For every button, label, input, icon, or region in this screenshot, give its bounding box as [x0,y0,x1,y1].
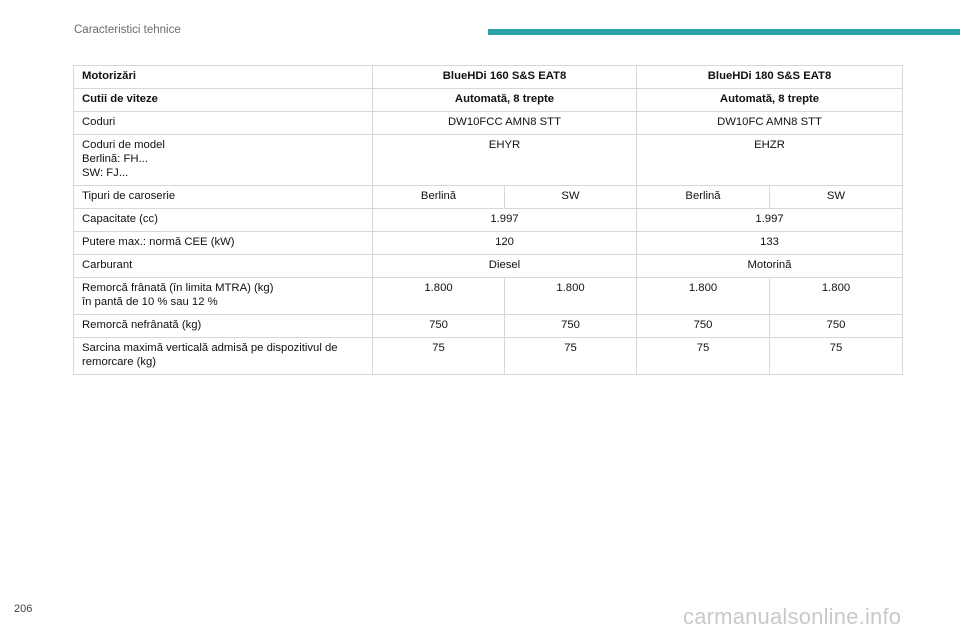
table-row-fuel [74,255,903,278]
row-label: Cutii de viteze [74,89,373,112]
header-accent-bar [488,29,960,35]
engine-2-power: 133 [637,232,903,255]
engine-2-gearbox: Automată, 8 trepte [637,89,903,112]
row-label: Carburant [74,255,373,278]
engine-1-header: BlueHDi 160 S&S EAT8 [373,66,637,89]
page-number: 206 [14,603,33,615]
table-cell: 1.800 [770,278,903,315]
table-row-braked-trailer [74,278,903,315]
table-row-capacity [74,209,903,232]
engine-1-capacity: 1.997 [373,209,637,232]
table-row-towbar-load [74,338,903,375]
table-cell: 75 [637,338,770,375]
row-label: Coduri de model Berlină: FH... SW: FJ... [74,135,373,186]
table-cell: 750 [637,315,770,338]
engine-2-header: BlueHDi 180 S&S EAT8 [637,66,903,89]
table-cell: 750 [770,315,903,338]
table-cell: 75 [505,338,637,375]
engine-2-model-code: EHZR [637,135,903,186]
table-cell: 1.800 [373,278,505,315]
row-label: Putere max.: normă CEE (kW) [74,232,373,255]
table-row-model-codes [74,135,903,186]
engine-1-fuel: Diesel [373,255,637,278]
table-row-unbraked-trailer [74,315,903,338]
engine-1-model-code: EHYR [373,135,637,186]
row-label: Motorizări [74,66,373,89]
table-cell: Berlină [373,186,505,209]
engine-1-gearbox: Automată, 8 trepte [373,89,637,112]
row-label: Remorcă frânată (în limita MTRA) (kg) în pantă de 10 % sau 12 % [74,278,373,315]
table-cell: 1.800 [637,278,770,315]
table-cell: 1.800 [505,278,637,315]
table-row-engines [74,66,903,89]
table-cell: 75 [770,338,903,375]
engine-2-capacity: 1.997 [637,209,903,232]
engine-2-code: DW10FC AMN8 STT [637,112,903,135]
row-label: Capacitate (cc) [74,209,373,232]
table-cell: Berlină [637,186,770,209]
table-row-codes [74,112,903,135]
watermark: carmanualsonline.info [683,604,902,629]
section-title: Caracteristici tehnice [74,24,181,36]
engine-2-fuel: Motorină [637,255,903,278]
table-cell: SW [770,186,903,209]
table-cell: SW [505,186,637,209]
table-row-body-types [74,186,903,209]
table-cell: 750 [505,315,637,338]
technical-specs-table [73,65,903,375]
row-label: Coduri [74,112,373,135]
table-row-power [74,232,903,255]
table-cell: 750 [373,315,505,338]
row-label: Remorcă nefrânată (kg) [74,315,373,338]
row-label: Tipuri de caroserie [74,186,373,209]
engine-1-code: DW10FCC AMN8 STT [373,112,637,135]
row-label: Sarcina maximă verticală admisă pe dispozitivul de remorcare (kg) [74,338,373,375]
engine-1-power: 120 [373,232,637,255]
table-row-gearbox [74,89,903,112]
table-cell: 75 [373,338,505,375]
